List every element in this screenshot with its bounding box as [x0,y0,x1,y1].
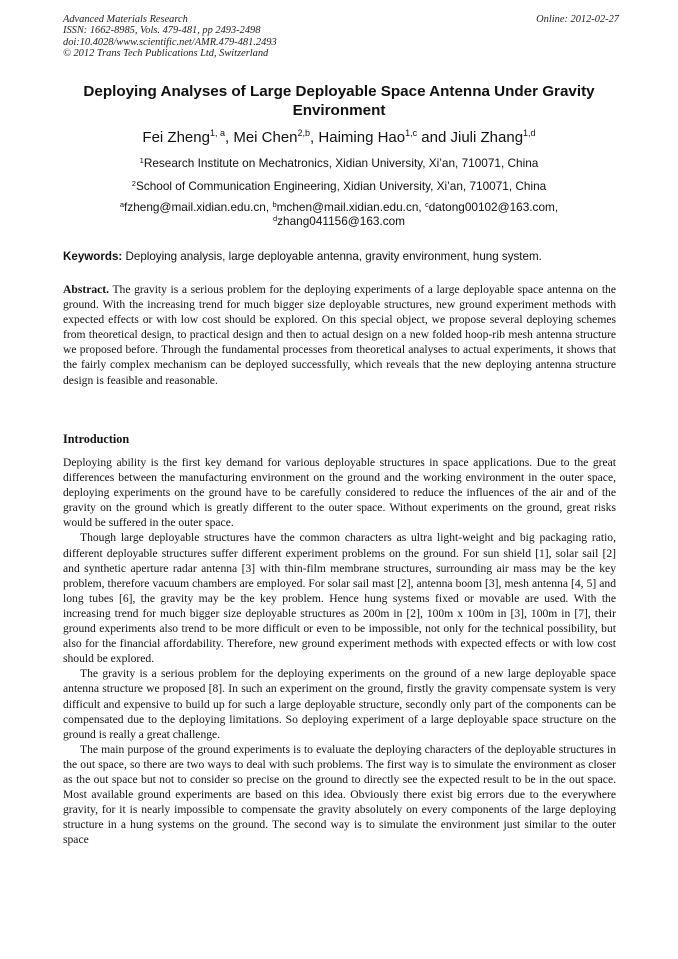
author-name: Fei Zheng [142,129,210,146]
paragraph: Though large deployable structures have the common characters as ultra light-weight and big packaging ratio, different deployable structures suffer different experiment problems on the ground. For sun shield [1], solar sail [2] and synthetic aperture radar antenna [3] with thin-film membrane structures, surrounding air mass may be the key problem, therefore vacuum chambers are employed. For solar sail mast [2], antenna boom [3], mesh antenna [4, 5] and long tubes [6], the gravity may be the key problem. Hence hung systems fixed or movable are used. With the increasing trend for much bigger size deployable structures as 200m in [2], 100m x 100m in [3], 100m in [7], their ground experiments also trend to be more difficult or even to be impossible, not only for the technical possibility, but also for the financial affordability. Therefore, new ground experiment methods with expected effects or with low cost should be explored. [63,531,616,666]
affiliation-marker: 1 [139,156,144,165]
doi-line: doi:10.4028/www.scientific.net/AMR.479-481.2493 [63,36,277,48]
journal-header [63,14,619,60]
abstract [63,282,616,388]
keywords-text: Deploying analysis, large deployable antenna, gravity environment, hung system. [122,250,542,263]
keywords-label: Keywords: [63,250,123,263]
author-affiliation-marker: 1, a [209,128,225,138]
abstract-text: The gravity is a serious problem for the deploying experiments of a large deployable space antenna on the ground. With the increasing trend for much bigger size deployable structures, new ground experiment methods with expected effects or with low cost should be explored. On this special object, we propose several deploying schemes from theoretical design, to practical design and then to actual design on a new folded hoop-rib mesh antenna structure we proposed before. Through the fundamental processes from theoretical analyses to actual experiments, it shows that the fairly complex mechanism can be deployed successfully, which reveals that the new deploying antenna structure design is feasible and reasonable. [63,283,616,387]
affiliation [63,156,615,170]
author-list: Fei Zheng$^{1, a}$, Mei Chen$^{2,b}$, Haiming Hao$^{1,c}$ and Jiuli Zhang$^{1,d}$ [142,128,536,146]
issn-line: ISSN: 1662-8985, Vols. 479-481, pp 2493-2498 [63,25,261,37]
email-address: zhang041156@163.com [277,213,406,228]
author-name: Mei Chen [233,129,298,146]
copyright-line: © 2012 Trans Tech Publications Ltd, Switzerland [63,48,269,60]
author-affiliation-marker: 1,d [523,128,536,138]
paper-title: Deploying Analyses of Large Deployable Space Antenna Under Gravity Environment [83,83,595,119]
affiliation-marker: 2 [131,179,136,188]
affiliation [63,179,615,193]
paragraph: Deploying ability is the first key demand for various deployable structures in space applications. Due to the great differences between the manufacturing environment on the ground and the working environment in the outer space, deploying experiments on the ground have to be carefully considered to reduce the influences of the air and of the gravity on the ground which is greatly different to the outer space. Without experiments on the ground, great risks would be suffered in the outer space. [63,456,616,530]
author-name: Haiming Hao [318,129,406,146]
section-heading-introduction: Introduction [63,432,130,446]
journal-name: Advanced Materials Research [63,14,188,25]
online-date: Online: 2012-02-27 [536,14,619,25]
email-list: $^a$fzheng@mail.xidian.edu.cn, $^b$mchen@mail.xidian.edu.cn, $^c$datong00102@163.com, $^d$zhang041156@163.com [119,200,559,228]
paragraph: The gravity is a serious problem for the deploying experiments on the ground of a new large deployable space antenna structure we proposed [8]. In such an experiment on the ground, firstly the gravity compensate system is very difficult and expensive to build up for such a large deployable structure, secondly only part of the components can be compensated due to the deploying limitations. So deploying experiment of a large deployable space structure on the ground is really a great challenge. [63,667,616,741]
introduction-body [63,455,616,847]
email-address: mchen@mail.xidian.edu.cn, [276,200,425,214]
paragraph: The main purpose of the ground experiments is to evaluate the deploying characters of the deployable structures in the out space, so there are two ways to deal with such problems. The first way is to simulate the environment as closer as the out space but not to consider so precise on the ground to directly see the expected result to be in the out space. Most available ground experiments are based on this idea. Obviously there exist big errors due to the everywhere gravity, for it is nearly impossible to compensate the gravity absolutely on every components of the large deploying structure in a hung systems on the ground. The second way is to simulate the environment just similar to the outer space [63,742,616,847]
abstract-label: Abstract. [63,283,110,296]
author-name: Jiuli Zhang [450,129,524,146]
keywords [63,250,615,264]
affiliation-text: Research Institute on Mechatronics, Xidian University, Xi’an, 710071, China [143,156,539,170]
affiliation-text: School of Communication Engineering, Xidian University, Xi’an, 710071, China [135,179,547,193]
email-address: datong00102@163.com, [428,200,559,214]
email-address: fzheng@mail.xidian.edu.cn, [124,200,273,214]
author-affiliation-marker: 2,b [297,128,311,138]
author-affiliation-marker: 1,c [405,128,418,138]
